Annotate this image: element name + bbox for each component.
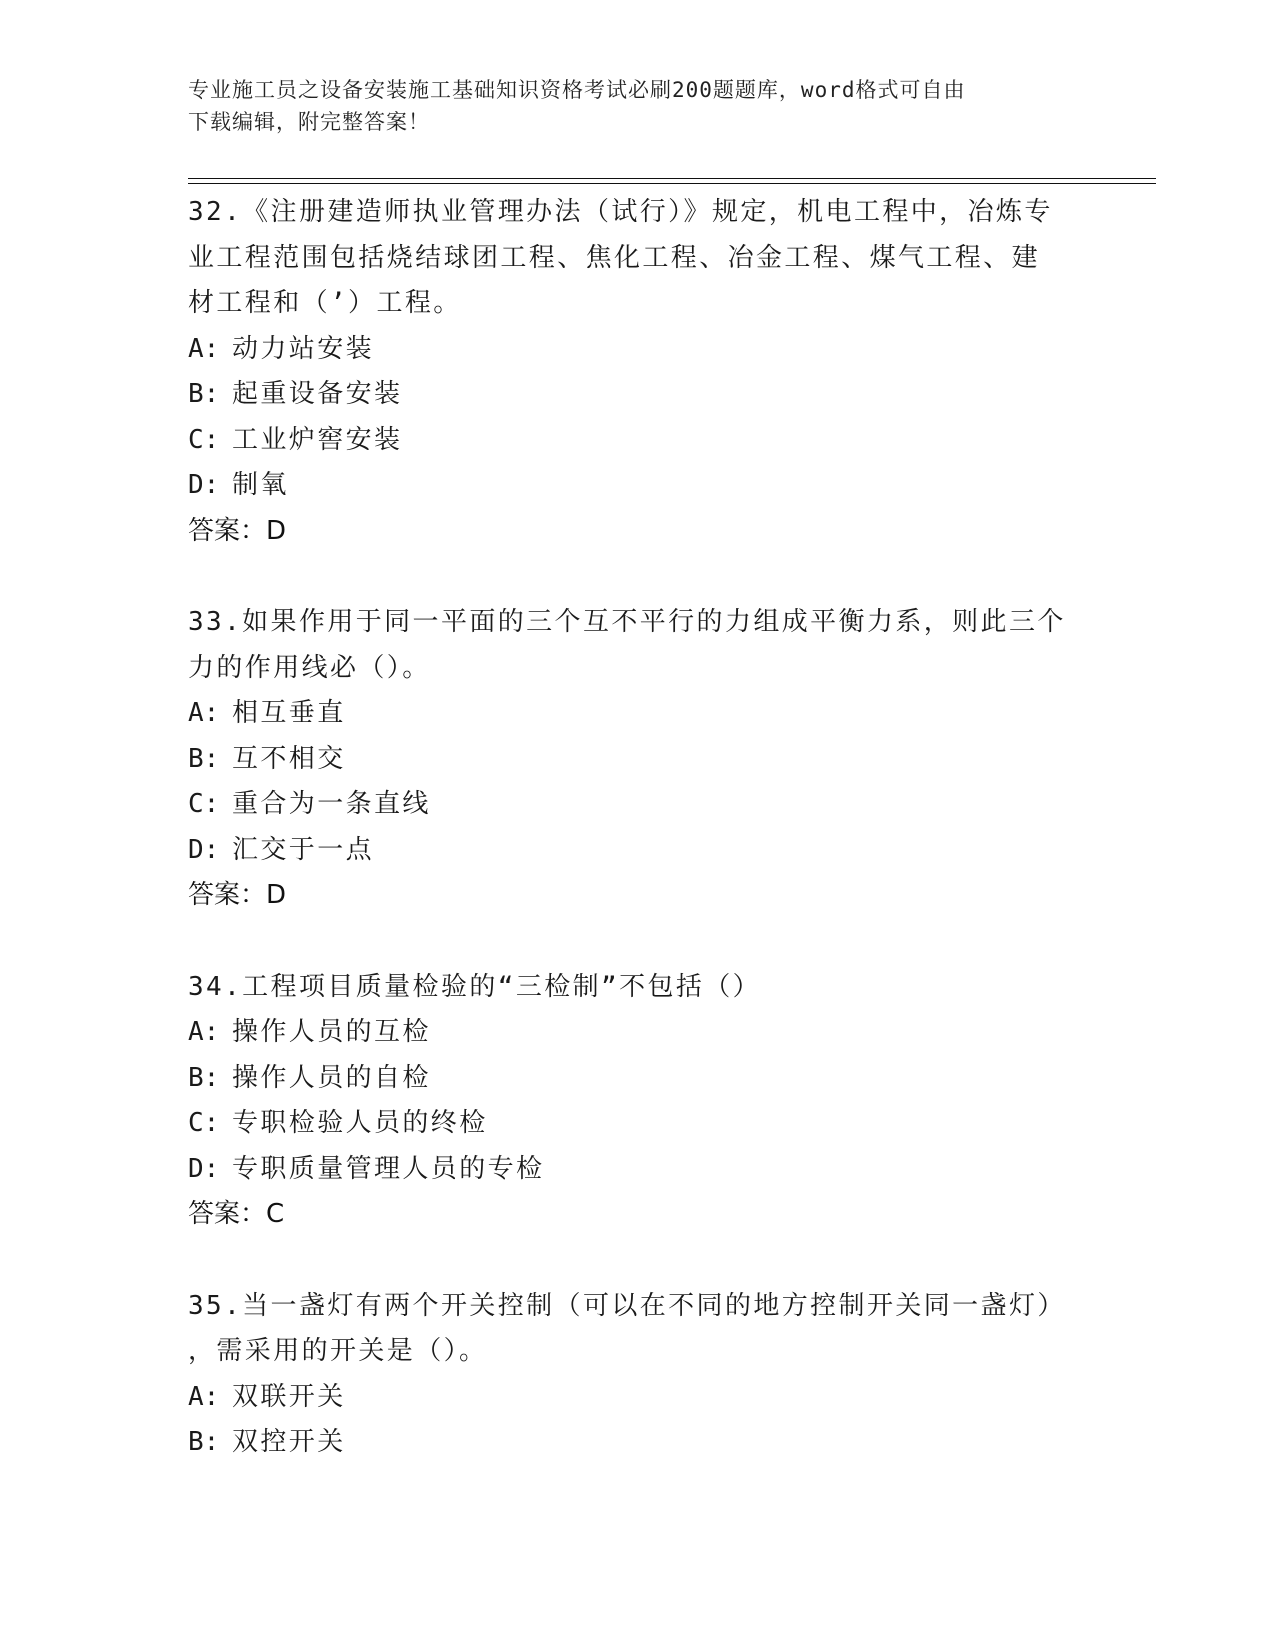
question-32 bbox=[188, 190, 1108, 554]
question-text-line: 34.工程项目质量检验的“三检制”不包括（） bbox=[188, 971, 762, 1002]
option-a bbox=[188, 691, 1108, 737]
option-b bbox=[188, 1056, 1108, 1102]
option-key: B: bbox=[188, 1062, 220, 1093]
option-key: B: bbox=[188, 743, 220, 774]
document-header bbox=[188, 74, 1088, 138]
option-a bbox=[188, 1375, 1108, 1421]
option-text: 专职质量管理人员的专检 bbox=[232, 1153, 545, 1184]
option-key: A: bbox=[188, 698, 220, 728]
option-text: 工业炉窖安装 bbox=[232, 424, 403, 455]
option-key: C: bbox=[188, 789, 220, 819]
header-divider-bottom bbox=[188, 183, 1156, 184]
option-b bbox=[188, 1420, 1108, 1466]
option-text: 重合为一条直线 bbox=[232, 789, 431, 819]
option-text: 动力站安装 bbox=[232, 333, 375, 364]
question-spacer bbox=[188, 1238, 1108, 1284]
option-key: C: bbox=[188, 1108, 220, 1138]
option-d bbox=[188, 1147, 1108, 1193]
question-text-line: ，需采用的开关是（）。 bbox=[188, 1336, 488, 1366]
option-text: 专职检验人员的终检 bbox=[232, 1108, 488, 1138]
answer-line: 答案：D bbox=[188, 515, 287, 546]
option-d bbox=[188, 828, 1108, 874]
option-key: D: bbox=[188, 470, 220, 500]
option-text: 双控开关 bbox=[232, 1427, 346, 1457]
option-c bbox=[188, 1101, 1108, 1147]
option-key: B: bbox=[188, 1427, 220, 1457]
option-key: B: bbox=[188, 379, 220, 409]
question-33 bbox=[188, 600, 1108, 919]
option-key: C: bbox=[188, 424, 220, 455]
question-text-line: 32.《注册建造师执业管理办法（试行）》规定，机电工程中，冶炼专 bbox=[188, 197, 1053, 227]
question-list bbox=[188, 190, 1108, 1466]
question-35 bbox=[188, 1284, 1108, 1466]
header-title-line-1: 专业施工员之设备安装施工基础知识资格考试必刷200题题库，word格式可自由 bbox=[188, 78, 966, 102]
question-text-line: 材工程和（’）工程。 bbox=[188, 288, 462, 318]
question-text-line: 35.当一盏灯有两个开关控制（可以在不同的地方控制开关同一盏灯） bbox=[188, 1290, 1066, 1321]
option-text: 操作人员的自检 bbox=[232, 1062, 431, 1093]
option-d bbox=[188, 463, 1108, 509]
question-34 bbox=[188, 965, 1108, 1238]
question-text-line: 业工程范围包括烧结球团工程、焦化工程、冶金工程、煤气工程、建 bbox=[188, 242, 1041, 273]
header-divider-top bbox=[188, 178, 1156, 179]
option-key: D: bbox=[188, 834, 220, 865]
question-spacer bbox=[188, 919, 1108, 965]
option-b bbox=[188, 372, 1108, 418]
option-c bbox=[188, 418, 1108, 464]
option-c bbox=[188, 782, 1108, 828]
answer-line: 答案：C bbox=[188, 1199, 285, 1229]
question-spacer bbox=[188, 554, 1108, 600]
option-key: D: bbox=[188, 1153, 220, 1184]
question-text-line: 33.如果作用于同一平面的三个互不平行的力组成平衡力系，则此三个 bbox=[188, 607, 1066, 637]
option-a bbox=[188, 327, 1108, 373]
option-text: 制氧 bbox=[232, 470, 289, 500]
option-b bbox=[188, 737, 1108, 783]
option-text: 互不相交 bbox=[232, 743, 346, 774]
option-key: A: bbox=[188, 333, 220, 364]
option-text: 起重设备安装 bbox=[232, 379, 403, 409]
option-key: A: bbox=[188, 1017, 220, 1047]
answer-line: 答案：D bbox=[188, 880, 287, 910]
option-text: 相互垂直 bbox=[232, 698, 346, 728]
header-title-line-2: 下载编辑，附完整答案！ bbox=[188, 110, 430, 134]
option-text: 操作人员的互检 bbox=[232, 1017, 431, 1047]
option-text: 汇交于一点 bbox=[232, 834, 375, 865]
option-key: A: bbox=[188, 1381, 220, 1412]
question-text-line: 力的作用线必（）。 bbox=[188, 652, 431, 683]
option-a bbox=[188, 1010, 1108, 1056]
option-text: 双联开关 bbox=[232, 1381, 346, 1412]
